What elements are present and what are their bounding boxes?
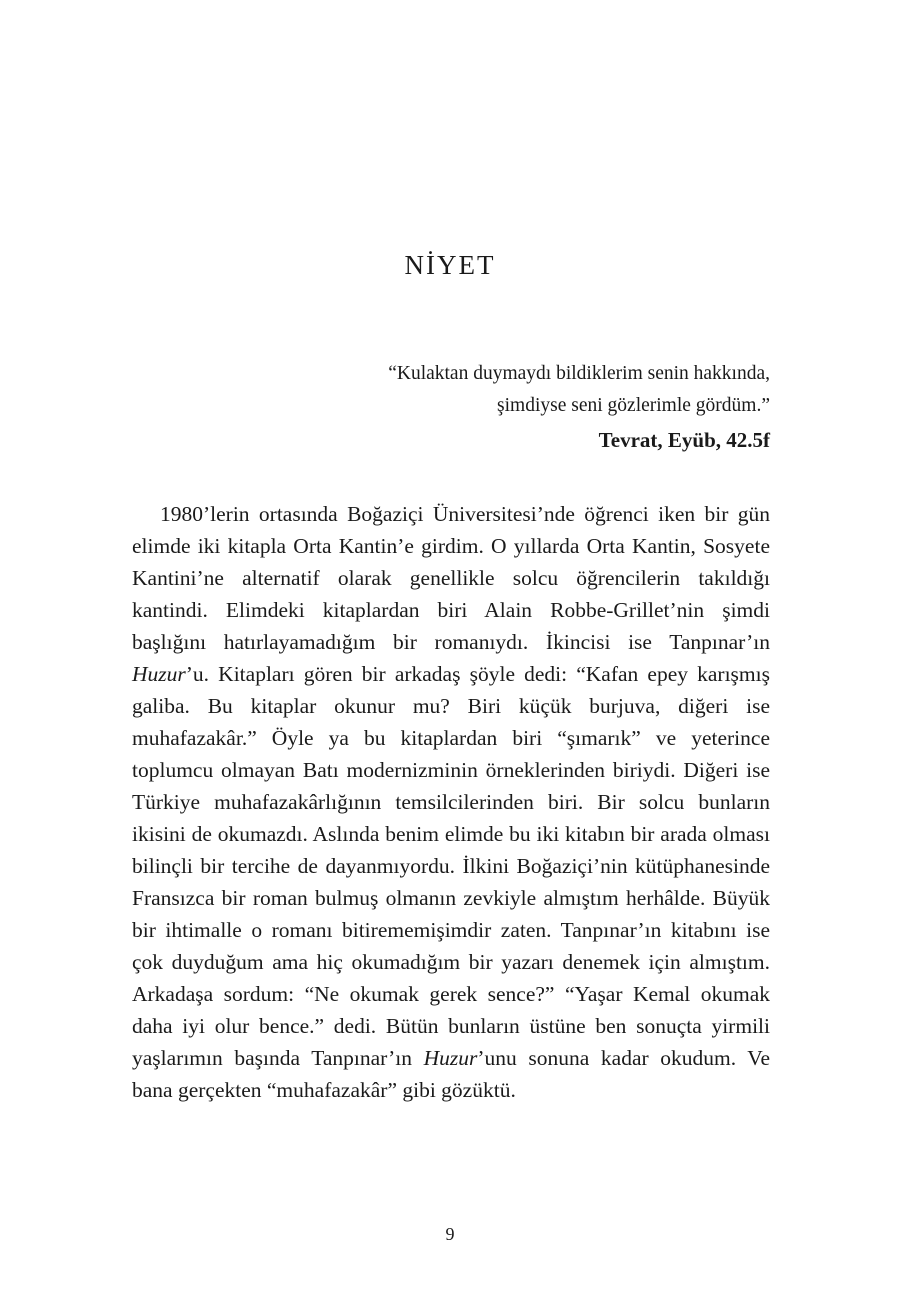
body-paragraph (132, 498, 770, 1106)
body-text-part-1: 1980’lerin ortasında Boğaziçi Üniversitesi’nde öğrenci iken bir gün elimde iki kitapla Orta Kantin’e girdim. O yıllarda Orta Kantin, Sosyete Kantini’ne alternatif olarak genellikle solcu öğrencilerin takıldığı kantindi. Elimdeki kitaplardan biri Alain Robbe-Grillet’nin şimdi başlığını hatırlayamadığım bir romanıydı. İkincisi ise Tanpınar’ın (132, 502, 770, 654)
epigraph-line-2: şimdiyse seni gözlerimle gördüm.” (497, 395, 770, 416)
epigraph (250, 358, 770, 456)
book-title-italic-1: Huzur (132, 662, 186, 686)
epigraph-source: Tevrat, Eyüb, 42.5f (598, 428, 770, 452)
page-number: 9 (445, 1224, 455, 1244)
book-title-italic-2: Huzur (423, 1046, 478, 1070)
epigraph-line-1: “Kulaktan duymaydı bildiklerim senin hakkında, (388, 363, 770, 384)
chapter-title: NİYET (404, 250, 496, 280)
body-text-part-2: ’u. Kitapları gören bir arkadaş şöyle dedi: “Kafan epey karışmış galiba. Bu kitaplar okunur mu? Biri küçük burjuva, diğeri ise muhafazakâr.” Öyle ya bu kitaplardan biri “şımarık” ve yeterince toplumcu olmayan Batı modernizminin örneklerinden biriydi. Diğeri ise Türkiye muhafazakârlığının temsilcilerinden biri. Bir solcu bunların ikisini de okumazdı. Aslında benim elimde bu iki kitabın bir arada olması bilinçli bir tercihe de dayanmıyordu. İlkini Boğaziçi’nin kütüphanesinde Fransızca bir roman bulmuş olmanın zevkiyle almıştım herhâlde. Büyük bir ihtimalle o romanı bitirememişimdir zaten. Tanpınar’ın kitabını ise çok duyduğum ama hiç okumadığım bir yazarı denemek için almıştım. Arkadaşa sordum: “Ne okumak gerek sence?” “Yaşar Kemal okumak daha iyi olur bence.” dedi. Bütün bunların üstüne ben sonuçta yirmili yaşlarımın başında Tanpınar’ın (132, 662, 770, 1070)
body-text-part-3: ’unu sonuna kadar okudum. Ve bana gerçekten “muhafazakâr” gibi gözüktü. (132, 1046, 770, 1102)
